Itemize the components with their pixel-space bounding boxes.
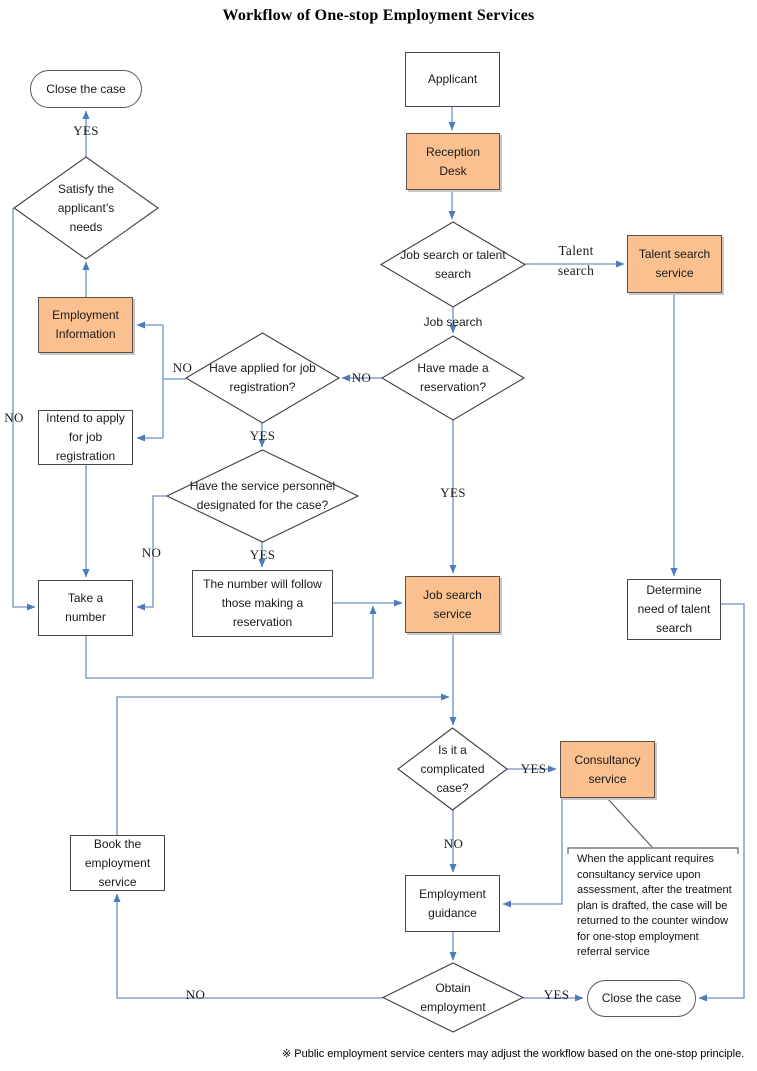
node-close-the-case-top xyxy=(30,70,142,108)
node-intend-apply-registration-label: Intend to apply for job registration xyxy=(46,411,125,463)
decision-satisfy-needs-label: Satisfy the applicant’s needs xyxy=(57,181,115,234)
node-consultancy-service xyxy=(560,741,655,798)
label-personnel-no: NO xyxy=(141,545,162,560)
edge-satisfy-no-takenumber xyxy=(13,208,35,607)
node-determine-need-talent-search-label: Determine need of talent search xyxy=(637,583,711,635)
decision-applied-registration-label: Have applied for job registration? xyxy=(209,361,316,394)
edge-consultancy-guidance xyxy=(503,798,562,904)
note-pointer-line xyxy=(607,798,652,847)
decision-applied-registration xyxy=(186,333,339,423)
decision-complicated-case-label: Is it a complicated case? xyxy=(420,742,485,795)
label-complicated-yes: YES xyxy=(520,761,547,776)
node-employment-information-label: Employment Information xyxy=(52,308,119,341)
label-obtain-yes: YES xyxy=(543,987,570,1002)
label-satisfy-yes: YES xyxy=(73,123,99,138)
decision-obtain-employment-label: Obtain employment xyxy=(420,980,486,1014)
label-satisfy-no: NO xyxy=(4,410,24,425)
label-applied-no: NO xyxy=(172,360,193,375)
label-complicated-no: NO xyxy=(443,836,464,851)
node-determine-need-talent-search xyxy=(627,579,721,640)
decision-job-or-talent-label: Job search or talent search xyxy=(400,247,506,281)
node-close-the-case-top-label: Close the case xyxy=(46,81,126,96)
label-obtain-no: NO xyxy=(185,987,206,1002)
node-take-a-number-label: Take a number xyxy=(65,591,106,624)
label-applied-yes: YES xyxy=(249,428,276,443)
label-talent-search-branch: Talent search xyxy=(557,243,595,278)
node-book-employment-service xyxy=(70,835,165,891)
decision-have-reservation-label: Have made a reservation? xyxy=(417,361,489,394)
note-text: When the applicant requires consultancy service upon assessment, after the treatment plan is drafted, the case will be returned to the counter window for one-stop employment referral service xyxy=(577,853,732,958)
node-close-the-case-bottom xyxy=(587,980,696,1017)
label-personnel-yes: YES xyxy=(249,547,276,562)
node-employment-guidance-label: Employment guidance xyxy=(419,886,486,920)
edge-obtain-no-book xyxy=(117,894,383,998)
node-job-search-service xyxy=(405,576,500,633)
node-close-the-case-bottom-label: Close the case xyxy=(601,991,682,1005)
node-consultancy-service-label: Consultancy service xyxy=(574,752,641,786)
node-book-employment-service-label: Book the employment service xyxy=(84,836,151,889)
label-reservation-no: NO xyxy=(351,370,372,385)
node-number-follows-reservation-label: The number will follow those making a reservation xyxy=(203,577,322,629)
decision-personnel-designated-label: Have the service personnel designated for the case? xyxy=(189,479,336,512)
node-intend-apply-registration xyxy=(38,410,133,465)
decision-obtain-employment xyxy=(383,963,523,1032)
label-job-search-branch: Job search xyxy=(423,315,483,329)
node-job-search-service-label: Job search service xyxy=(423,587,482,621)
footnote: ※ Public employment service centers may adjust the workflow based on the one-stop principle. xyxy=(282,1048,745,1060)
node-reception-desk xyxy=(406,133,500,190)
node-reception-desk-label: Reception Desk xyxy=(425,144,481,178)
decision-satisfy-needs xyxy=(14,157,158,259)
decision-job-or-talent xyxy=(381,222,525,307)
node-applicant xyxy=(405,52,500,107)
node-employment-guidance xyxy=(405,875,500,932)
node-take-a-number xyxy=(38,580,133,636)
page-title: Workflow of One-stop Employment Services xyxy=(222,7,535,24)
decision-complicated-case xyxy=(398,728,507,810)
node-applicant-label: Applicant xyxy=(427,72,478,86)
node-employment-information xyxy=(38,297,133,353)
node-talent-search-service xyxy=(627,235,722,293)
label-reservation-yes: YES xyxy=(440,485,466,500)
decision-have-reservation xyxy=(382,336,524,420)
node-number-follows-reservation xyxy=(192,570,333,637)
node-talent-search-service-label: Talent search service xyxy=(638,247,711,280)
decision-personnel-designated xyxy=(167,450,358,542)
